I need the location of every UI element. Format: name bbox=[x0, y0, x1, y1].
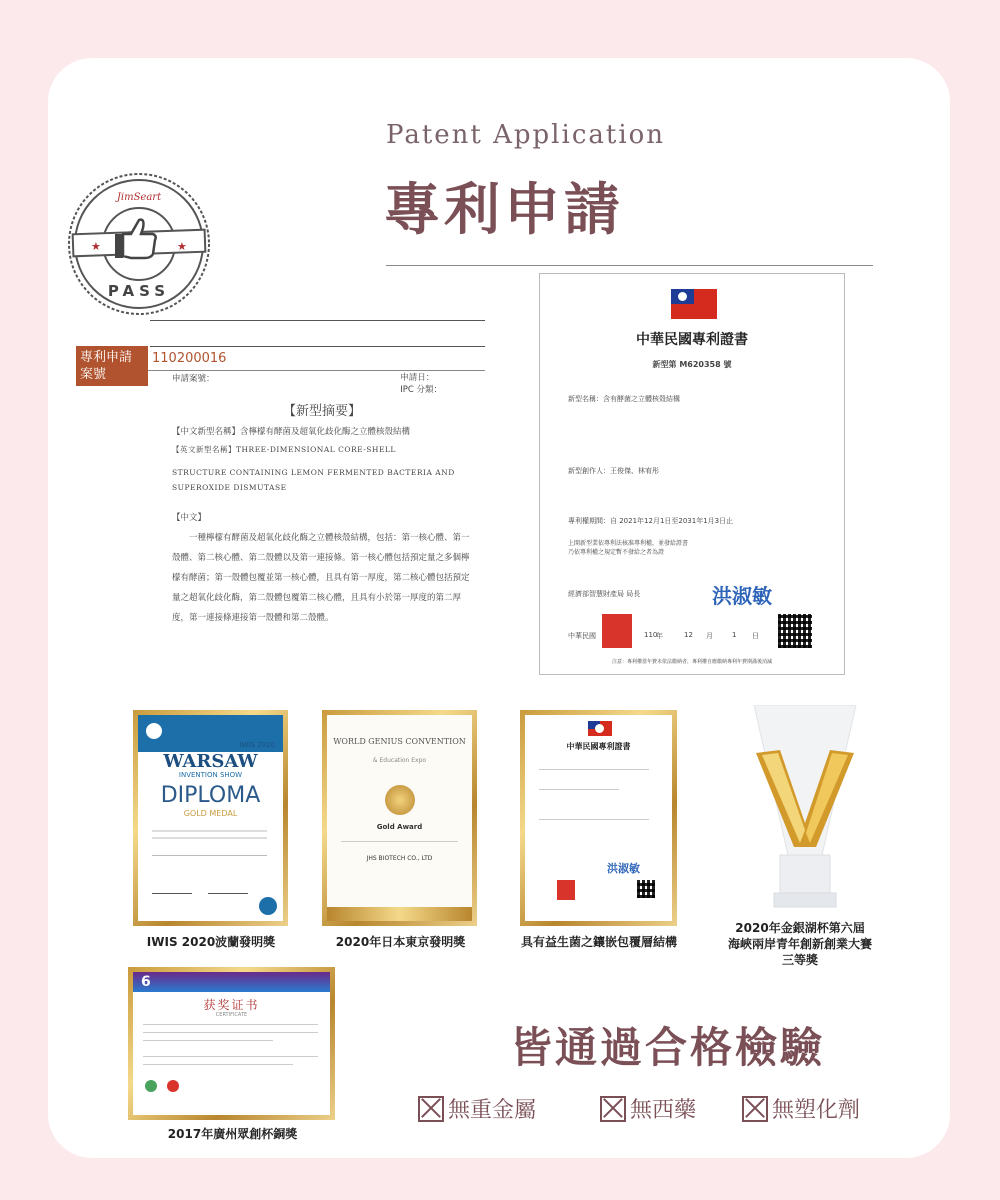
cert-notice-2: 乃依專利權之規定暫不發給之者為證 bbox=[568, 549, 665, 556]
svg-text:★: ★ bbox=[91, 240, 101, 253]
award-caption-trophy bbox=[700, 920, 900, 968]
abstract-title: 【新型摘要】 bbox=[282, 404, 361, 419]
cert-number: 新型第 M620358 號 bbox=[652, 360, 732, 369]
cert-date-year: 110 bbox=[644, 631, 658, 639]
award-cert-qr-icon bbox=[637, 880, 655, 898]
trophy-caption-2: 海峽兩岸青年創新創業大賽 bbox=[727, 937, 872, 951]
patent-certificate bbox=[539, 273, 845, 675]
iwis-brand: WARSAW bbox=[163, 751, 258, 772]
iwis-sub: INVENTION SHOW bbox=[178, 771, 243, 779]
pass-stamp-icon bbox=[65, 170, 213, 318]
genius-sub: & Education Expo bbox=[372, 757, 427, 764]
qualified-slogan: 皆通過合格檢驗 bbox=[510, 1023, 826, 1072]
cert-inventor: 新型創作人：王俊傑、林宥彤 bbox=[568, 467, 659, 475]
award-guangzhou-frame bbox=[128, 967, 335, 1120]
award-iwis-frame bbox=[133, 710, 288, 926]
cert-name: 新型名稱：含有酵菌之立體核殼結構 bbox=[568, 395, 680, 403]
cert-date-day: 1 bbox=[732, 631, 737, 639]
iwis-seal-icon bbox=[259, 897, 277, 915]
gz-seal-icon bbox=[167, 1080, 179, 1092]
badge-no-western-medicine bbox=[600, 1093, 696, 1124]
cert-period: 專利權期間：自 2021年12月1日至2031年1月3日止 bbox=[568, 517, 734, 525]
title-zh: 專利申請 bbox=[384, 178, 624, 243]
qr-code-icon bbox=[778, 614, 812, 648]
award-genius-frame bbox=[322, 710, 477, 926]
badge-label: 無塑化劑 bbox=[772, 1098, 861, 1123]
award-cert-sign: 洪淑敏 bbox=[607, 862, 640, 875]
cert-office: 經濟部智慧財產局 局長 bbox=[568, 590, 641, 598]
doc-ipc: IPC 分類： bbox=[400, 385, 442, 395]
title-divider bbox=[386, 265, 873, 266]
zh-label: 【中文】 bbox=[172, 513, 207, 523]
svg-text:★: ★ bbox=[177, 240, 187, 253]
iwis-diploma: DIPLOMA bbox=[160, 783, 261, 808]
doc-header-lines bbox=[150, 320, 485, 347]
x-box-icon bbox=[600, 1096, 626, 1122]
genius-award: Gold Award bbox=[376, 823, 423, 831]
gz-sub: CERTIFICATE bbox=[215, 1012, 248, 1018]
cert-date-month-label: 月 bbox=[706, 632, 713, 640]
cert-signature: 洪淑敏 bbox=[712, 584, 772, 608]
cert-footer: 注意：專利權當年費未依法繳納者，專利權自應繳納專利年費期滿後消滅 bbox=[611, 659, 772, 665]
award-caption-tokyo: 2020年日本東京發明獎 bbox=[335, 935, 466, 949]
badge-label: 無西藥 bbox=[630, 1098, 697, 1123]
genius-company: JHS BIOTECH CO., LTD bbox=[366, 855, 433, 862]
award-cert-seal-icon bbox=[557, 880, 575, 900]
taiwan-flag-small-icon bbox=[588, 721, 612, 736]
zh-body: 一種檸檬有酵菌及超氧化歧化酶之立體核殼結構，包括：第一核心體、第一殼體、第二核心體、第二殼體以及第一連接條。第一核心體包括預定量之多個檸檬有酵菌；第一殼體包覆並第一核心體，且具有第一厚度，第二核心體包括預定量之超氧化歧化酶，第二殼體包覆第二核心體，且具有小於第一厚度的第二厚度，第一連接條連接第一殼體和第二殼體。 bbox=[172, 533, 470, 623]
title-en: Patent Application bbox=[386, 120, 666, 150]
en-name-label: 【英文新型名稱】THREE-DIMENSIONAL CORE-SHELL bbox=[172, 445, 396, 454]
gz-logo-icon bbox=[145, 1080, 157, 1092]
trophy-caption-3: 三等獎 bbox=[781, 953, 818, 967]
x-box-icon bbox=[742, 1096, 768, 1122]
cert-title: 中華民國專利證書 bbox=[636, 332, 748, 348]
case-number-label: 專利申請案號 bbox=[76, 346, 148, 386]
award-caption-iwis: IWIS 2020波蘭發明獎 bbox=[146, 935, 276, 949]
iwis-logo-icon bbox=[146, 723, 162, 739]
cert-date-year-label: 年 bbox=[656, 632, 663, 640]
award-caption-guangzhou: 2017年廣州眾創杯銅獎 bbox=[167, 1127, 298, 1141]
award-cert-frame bbox=[520, 710, 677, 926]
iwis-medal: GOLD MEDAL bbox=[183, 809, 238, 818]
award-cert-title: 中華民國專利證書 bbox=[566, 741, 631, 751]
stamp-word: PASS bbox=[107, 282, 171, 300]
patent-abstract-document bbox=[172, 372, 472, 630]
stamp-brand: JimSeart bbox=[116, 192, 162, 203]
en-name-cont: STRUCTURE CONTAINING LEMON FERMENTED BACTERIA AND SUPEROXIDE DISMUTASE bbox=[172, 468, 455, 492]
taiwan-flag-icon bbox=[671, 289, 717, 319]
genius-heading: WORLD GENIUS CONVENTION bbox=[333, 737, 466, 746]
doc-date: 申請日： bbox=[400, 373, 435, 383]
gz-title: 获奖证书 bbox=[203, 998, 260, 1012]
cert-date-prefix: 中華民國 bbox=[568, 632, 596, 640]
doc-application-no: 申請案號： bbox=[172, 374, 215, 384]
trophy-image bbox=[750, 705, 860, 910]
zh-name: 【中文新型名稱】含檸檬有酵菌及超氧化歧化酶之立體核殼結構 bbox=[172, 427, 411, 437]
iwis-year: IWIS 2020 bbox=[239, 741, 275, 749]
cert-notice-1: 上開新型業依專利法核准專利權，並發給證書 bbox=[568, 540, 689, 547]
cert-date-day-label: 日 bbox=[752, 632, 759, 640]
official-seal-icon bbox=[602, 614, 632, 648]
gold-medal-icon bbox=[385, 785, 415, 815]
case-number-value: 110200016 bbox=[148, 346, 485, 371]
award-caption-patent: 具有益生菌之鑲嵌包覆層結構 bbox=[520, 935, 677, 949]
badge-label: 無重金屬 bbox=[448, 1098, 537, 1123]
x-box-icon bbox=[418, 1096, 444, 1122]
badge-no-plasticizer bbox=[742, 1093, 860, 1124]
gz-number: 6 bbox=[141, 974, 151, 990]
cert-date-month: 12 bbox=[684, 631, 693, 639]
badge-no-heavy-metal bbox=[418, 1093, 536, 1124]
trophy-caption-1: 2020年金銀湖杯第六屆 bbox=[735, 921, 865, 935]
